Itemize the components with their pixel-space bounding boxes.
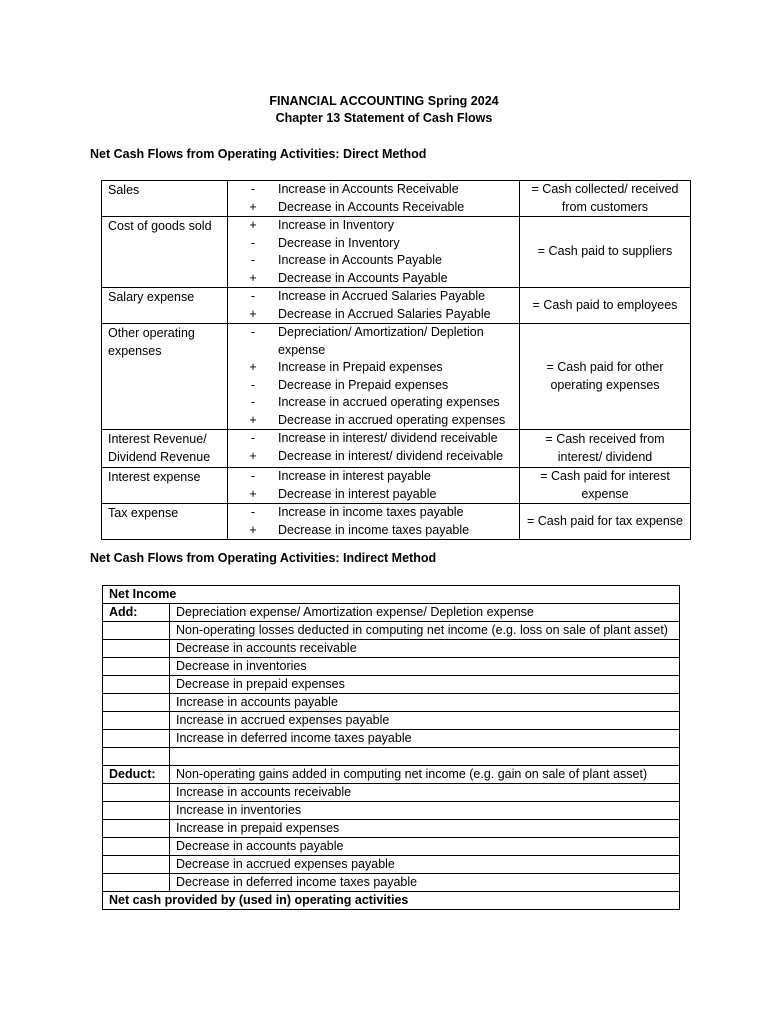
- adjustment-line: [228, 504, 519, 522]
- direct-result: = Cash collected/ received from customers: [520, 181, 691, 217]
- indirect-row-text: [170, 748, 680, 766]
- indirect-row-label: [103, 874, 170, 892]
- adjustment-text: Increase in interest payable: [278, 469, 431, 483]
- direct-item-label: Interest Revenue/ Dividend Revenue: [102, 430, 228, 468]
- indirect-row-text: Increase in deferred income taxes payable: [170, 730, 680, 748]
- indirect-row: [103, 640, 680, 658]
- indirect-row: [103, 694, 680, 712]
- indirect-row-text: Depreciation expense/ Amortization expense/ Depletion expense: [170, 604, 680, 622]
- direct-adjustments: [228, 468, 520, 504]
- adjustment-text: Decrease in Inventory: [278, 235, 400, 250]
- indirect-row-text: Decrease in accounts receivable: [170, 640, 680, 658]
- net-cash-row: [103, 892, 680, 910]
- indirect-row: [103, 874, 680, 892]
- indirect-row-text: Increase in accrued expenses payable: [170, 712, 680, 730]
- direct-result: = Cash received from interest/ dividend: [520, 430, 691, 468]
- adjustment-text: Increase in Prepaid expenses: [278, 360, 443, 374]
- indirect-row-label: [103, 658, 170, 676]
- direct-row: [102, 430, 691, 468]
- adjustment-line: [228, 288, 519, 306]
- adjustment-text: Decrease in accrued operating expenses: [278, 412, 506, 427]
- indirect-row: [103, 676, 680, 694]
- indirect-row: [103, 766, 680, 784]
- adjustment-line: [228, 181, 519, 199]
- adjustment-line: [228, 486, 519, 504]
- direct-adjustments: [228, 504, 520, 540]
- direct-result: = Cash paid for interest expense: [520, 468, 691, 504]
- indirect-row-text: Non-operating gains added in computing net income (e.g. gain on sale of plant asset): [170, 766, 680, 784]
- adjustment-line: [228, 468, 519, 486]
- adjustment-line: [228, 270, 519, 288]
- indirect-row-text: Increase in accounts receivable: [170, 784, 680, 802]
- indirect-row-text: Decrease in deferred income taxes payable: [170, 874, 680, 892]
- direct-result: = Cash paid for tax expense: [520, 504, 691, 540]
- indirect-method-heading: Net Cash Flows from Operating Activities: Indirect Method: [90, 551, 437, 565]
- indirect-row: [103, 712, 680, 730]
- adjustment-text: Increase in accrued operating expenses: [278, 395, 500, 409]
- direct-method-table: [101, 180, 691, 540]
- adjustment-text: Increase in Inventory: [278, 218, 395, 232]
- direct-adjustments: [228, 181, 520, 217]
- adjustment-sign: +: [249, 306, 257, 321]
- adjustment-line: [228, 359, 519, 377]
- indirect-row: [103, 748, 680, 766]
- adjustment-line: [228, 217, 519, 235]
- adjustment-sign: +: [249, 218, 257, 232]
- indirect-row: [103, 838, 680, 856]
- indirect-row: [103, 622, 680, 640]
- indirect-row: [103, 802, 680, 820]
- adjustment-sign: -: [250, 469, 256, 483]
- adjustment-sign: +: [249, 360, 257, 374]
- adjustment-line: [228, 199, 519, 217]
- indirect-method-table: [102, 585, 680, 910]
- net-income-label: Net Income: [103, 586, 680, 604]
- adjustment-line: [228, 412, 519, 430]
- adjustment-sign: -: [250, 182, 256, 196]
- adjustment-line: [228, 324, 519, 359]
- indirect-row-label: [103, 730, 170, 748]
- adjustment-text: Decrease in Accounts Receivable: [278, 199, 465, 214]
- adjustment-text: Decrease in Accounts Payable: [278, 270, 448, 285]
- direct-row: [102, 181, 691, 217]
- direct-item-label: Other operating expenses: [102, 324, 228, 430]
- adjustment-text: Depreciation/ Amortization/ Depletion expense: [278, 325, 484, 357]
- direct-result: = Cash paid to suppliers: [520, 217, 691, 288]
- adjustment-sign: -: [250, 325, 256, 339]
- indirect-row-text: Non-operating losses deducted in computing net income (e.g. loss on sale of plant asset): [170, 622, 680, 640]
- direct-row: [102, 504, 691, 540]
- adjustment-text: Decrease in Prepaid expenses: [278, 377, 449, 392]
- document-title: FINANCIAL ACCOUNTING Spring 2024: [269, 94, 499, 108]
- adjustment-sign: -: [250, 235, 256, 250]
- direct-result: = Cash paid to employees: [520, 288, 691, 324]
- indirect-row: [103, 820, 680, 838]
- indirect-row-text: Decrease in prepaid expenses: [170, 676, 680, 694]
- indirect-row-text: Decrease in accounts payable: [170, 838, 680, 856]
- indirect-row: [103, 730, 680, 748]
- adjustment-sign: +: [249, 448, 257, 463]
- adjustment-sign: -: [250, 289, 256, 303]
- adjustment-text: Decrease in Accrued Salaries Payable: [278, 306, 491, 321]
- indirect-row-label: [103, 838, 170, 856]
- direct-row: [102, 468, 691, 504]
- adjustment-sign: +: [249, 270, 257, 285]
- indirect-row-label: [103, 802, 170, 820]
- adjustment-text: Decrease in interest/ dividend receivable: [278, 448, 504, 463]
- adjustment-text: Increase in interest/ dividend receivable: [278, 431, 498, 445]
- adjustment-line: [228, 394, 519, 412]
- adjustment-line: [228, 522, 519, 540]
- adjustment-text: Decrease in income taxes payable: [278, 522, 470, 537]
- adjustment-text: Increase in Accounts Receivable: [278, 182, 459, 196]
- adjustment-sign: +: [249, 412, 257, 427]
- indirect-row-text: Decrease in accrued expenses payable: [170, 856, 680, 874]
- indirect-row: [103, 658, 680, 676]
- direct-method-heading: Net Cash Flows from Operating Activities: Direct Method: [90, 147, 427, 161]
- indirect-row-label: [103, 694, 170, 712]
- adjustment-text: Decrease in interest payable: [278, 486, 437, 501]
- net-cash-label: Net cash provided by (used in) operating activities: [103, 892, 680, 910]
- adjustment-line: [228, 448, 519, 466]
- direct-adjustments: [228, 430, 520, 468]
- direct-adjustments: [228, 217, 520, 288]
- indirect-row: [103, 604, 680, 622]
- indirect-row-text: Increase in inventories: [170, 802, 680, 820]
- indirect-row-label: [103, 784, 170, 802]
- indirect-row-label: Deduct:: [103, 766, 170, 784]
- direct-item-label: Cost of goods sold: [102, 217, 228, 288]
- indirect-row-label: [103, 640, 170, 658]
- direct-row: [102, 288, 691, 324]
- indirect-row-label: [103, 622, 170, 640]
- adjustment-sign: -: [250, 395, 256, 409]
- indirect-row-label: [103, 712, 170, 730]
- indirect-row: [103, 856, 680, 874]
- direct-row: [102, 217, 691, 288]
- adjustment-text: Increase in Accounts Payable: [278, 253, 442, 267]
- indirect-row-text: Increase in accounts payable: [170, 694, 680, 712]
- adjustment-sign: -: [250, 377, 256, 392]
- indirect-row-text: Increase in prepaid expenses: [170, 820, 680, 838]
- net-income-row: [103, 586, 680, 604]
- adjustment-line: [228, 377, 519, 395]
- direct-row: [102, 324, 691, 430]
- adjustment-line: [228, 430, 519, 448]
- direct-item-label: Interest expense: [102, 468, 228, 504]
- direct-result: = Cash paid for other operating expenses: [520, 324, 691, 430]
- adjustment-sign: +: [249, 199, 257, 214]
- adjustment-sign: -: [250, 253, 256, 267]
- indirect-row-label: [103, 820, 170, 838]
- indirect-row-label: [103, 748, 170, 766]
- direct-item-label: Sales: [102, 181, 228, 217]
- document-subtitle: Chapter 13 Statement of Cash Flows: [275, 111, 493, 125]
- adjustment-sign: +: [249, 486, 257, 501]
- indirect-row: [103, 784, 680, 802]
- indirect-row-text: Decrease in inventories: [170, 658, 680, 676]
- adjustment-line: [228, 235, 519, 253]
- indirect-row-label: [103, 676, 170, 694]
- adjustment-sign: -: [250, 505, 256, 519]
- adjustment-line: [228, 252, 519, 270]
- adjustment-line: [228, 306, 519, 324]
- adjustment-sign: +: [249, 522, 257, 537]
- adjustment-sign: -: [250, 431, 256, 445]
- adjustment-text: Increase in income taxes payable: [278, 505, 464, 519]
- direct-item-label: Salary expense: [102, 288, 228, 324]
- adjustment-text: Increase in Accrued Salaries Payable: [278, 289, 486, 303]
- direct-adjustments: [228, 288, 520, 324]
- indirect-row-label: [103, 856, 170, 874]
- direct-item-label: Tax expense: [102, 504, 228, 540]
- indirect-row-label: Add:: [103, 604, 170, 622]
- direct-adjustments: [228, 324, 520, 430]
